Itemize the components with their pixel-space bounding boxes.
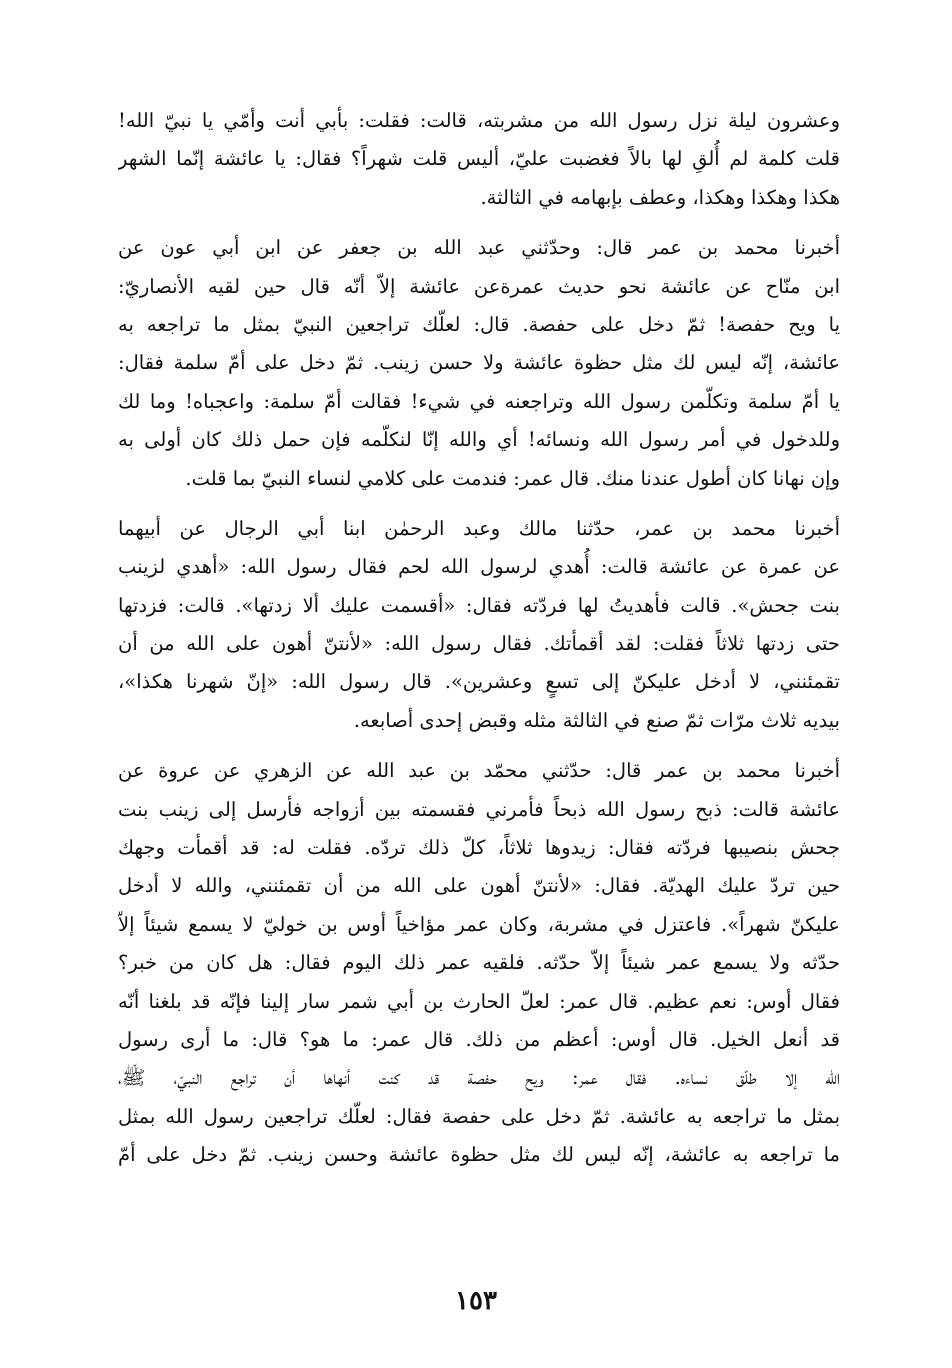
paragraph xyxy=(118,752,840,1174)
text-line: قلت كلمة لم أُلقِ لها بالاً فغضبت عليّ، أليس قلت شهراً؟ فقال: يا عائشة إنّما الشهر xyxy=(118,147,840,171)
text-line: عائشة، إنّه ليس لك مثل حظوة عائشة ولا حسن زينب. ثمّ دخل على أمّ سلمة فقال: xyxy=(118,351,840,375)
text-line: الله إلا طلّق نساءه. فقال عمر: ويح حفصة قد كنت أنهاها أن تراجع النبيّ، ﷺ، xyxy=(118,1066,840,1090)
paragraph xyxy=(118,510,840,740)
text-line: بمثل ما تراجعه به عائشة. ثمّ دخل على حفصة فقال: لعلّك تراجعين رسول الله بمثل xyxy=(118,1104,840,1128)
paragraph-gap xyxy=(118,740,840,752)
text-line: تقمئنني، لا أدخل عليكنّ إلى تسعٍ وعشرين». قال رسول الله: «إنّ شهرنا هكذا»، xyxy=(118,670,840,694)
paragraph-gap xyxy=(118,498,840,510)
text-line: أخبرنا محمد بن عمر قال: وحدّثني عبد الله بن جعفر عن ابن أبي عون عن xyxy=(118,236,840,260)
paragraph-gap xyxy=(118,217,840,229)
text-line: ابن منّاح عن عائشة نحو حديث عمرةعن عائشة إلاّ أنّه قال حين لقيه الأنصاريّ: xyxy=(118,274,840,298)
text-line: وعشرون ليلة نزل رسول الله من مشربته، قالت: فقلت: بأبي أنت وأمّي يا نبيّ الله! xyxy=(118,109,840,132)
text-line: حين تردّ عليك الهديّة. فقال: «لأنتنّ أهون على الله من أن تقمئنني، والله لا أدخل xyxy=(118,874,840,898)
body-text xyxy=(118,102,840,1175)
text-line: وإن نهانا كان أطول عندنا منك. قال عمر: فندمت على كلامي لنساء النبيّ بما قلت. xyxy=(185,466,840,490)
text-line: هكذا وهكذا وهكذا، وعطف بإبهامه في الثالثة. xyxy=(480,185,840,209)
text-line: أخبرنا محمد بن عمر قال: حدّثني محمّد بن عبد الله عن الزهري عن عروة عن xyxy=(118,759,840,783)
page-number: ١٥٣ xyxy=(455,1286,497,1316)
paragraph xyxy=(118,102,840,217)
paragraph xyxy=(118,229,840,498)
text-line: عن عمرة عن عائشة قالت: أُهدي لرسول الله لحم فقال رسول الله: «أهدي لزينب xyxy=(118,555,840,579)
text-line: يا أمّ سلمة وتكلّمن رسول الله وتراجعنه في شيء! فقالت أمّ سلمة: واعجباه! وما لك xyxy=(118,389,840,413)
text-line: فقال أوس: نعم عظيم. قال عمر: لعلّ الحارث بن أبي شمر سار إلينا فإنّه قد بلغنا أنّه xyxy=(118,989,840,1013)
text-line: ما تراجعه به عائشة، إنّه ليس لك مثل حظوة عائشة وحسن زينب. ثمّ دخل على أمّ xyxy=(118,1143,840,1167)
text-line: قد أنعل الخيل. قال أوس: أعظم من ذلك. قال عمر: ما هو؟ قال: ما أرى رسول xyxy=(118,1027,840,1051)
text-line: حتى زدتها ثلاثاً فقلت: لقد أقمأتك. فقال رسول الله: «لأنتنّ أهون على الله من أن xyxy=(118,632,840,656)
text-line: حدّثه ولا يسمع عمر شيئاً إلاّ حدّثه. فلقيه عمر ذلك اليوم فقال: هل كان من خبر؟ xyxy=(118,951,840,975)
text-line: جحش بنصيبها فردّته فقال: زيدوها ثلاثاً، كلّ ذلك تردّه. فقلت له: قد أقمأت وجهك xyxy=(118,836,840,860)
text-line: عليكنّ شهراً». فاعتزل في مشربة، وكان عمر مؤاخياً أوس بن خوليّ لا يسمع شيئاً إلاّ xyxy=(118,912,840,936)
text-line: عائشة قالت: ذبح رسول الله ذبحاً فأمرني فقسمته بين أزواجه فأرسل إلى زينب بنت xyxy=(118,797,840,821)
text-line: بنت جحش». قالت فأهديتُ لها فردّته فقال: «أقسمت عليك ألا زدتها». قالت: فزدتها xyxy=(118,593,840,617)
text-line: يا ويح حفصة! ثمّ دخل على حفصة. قال: لعلّك تراجعين النبيّ بمثل ما تراجعه به xyxy=(118,312,840,336)
text-line: أخبرنا محمد بن عمر، حدّثنا مالك وعبد الرحمٰن ابنا أبي الرجال عن أبيهما xyxy=(118,516,840,540)
text-line: وللدخول في أمر رسول الله ونسائه! أي والله إنّا لنكلّمه فإن حمل ذلك كان أولى به xyxy=(118,428,840,452)
text-line: بيديه ثلاث مرّات ثمّ صنع في الثالثة مثله وقبض إحدى أصابعه. xyxy=(353,708,840,732)
